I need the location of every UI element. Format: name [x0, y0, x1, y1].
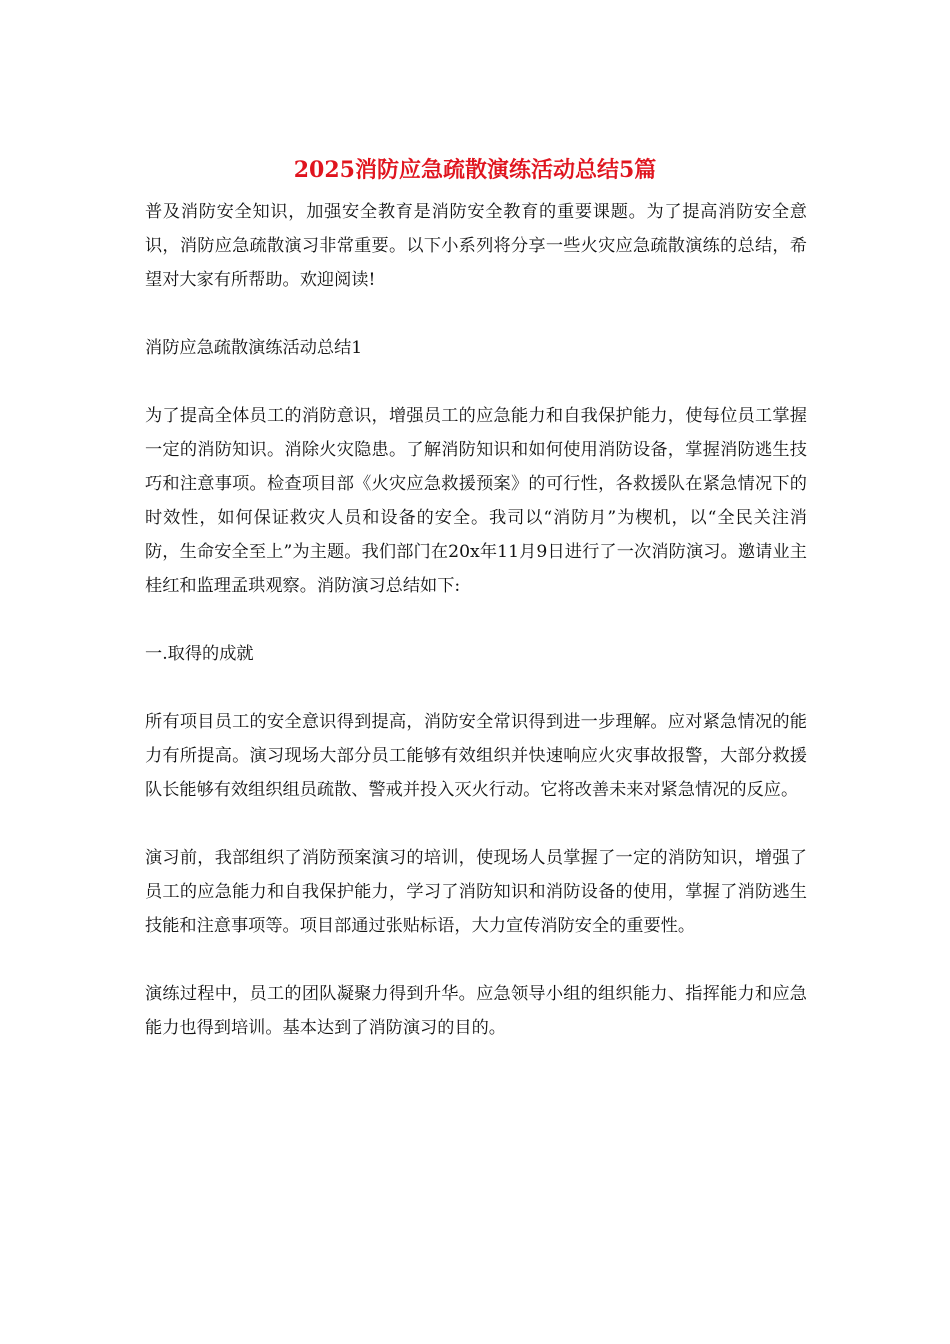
body-paragraph: 演练过程中，员工的团队凝聚力得到升华。应急领导小组的组织能力、指挥能力和应急能力也得到培训。基本达到了消防演习的目的。: [145, 984, 807, 1038]
body-paragraph: 所有项目员工的安全意识得到提高，消防安全常识得到进一步理解。应对紧急情况的能力有所提高。演习现场大部分员工能够有效组织并快速响应火灾事故报警，大部分救援队长能够有效组织组员疏散、警戒并投入灭火行动。它将改善未来对紧急情况的反应。: [145, 712, 807, 800]
body-paragraph: 为了提高全体员工的消防意识，增强员工的应急能力和自我保护能力，使每位员工掌握一定的消防知识。消除火灾隐患。了解消防知识和如何使用消防设备，掌握消防逃生技巧和注意事项。检查项目部《火灾应急救援预案》的可行性，各救援队在紧急情况下的时效性，如何保证救灾人员和设备的安全。我司以“消防月”为楔机，以“全民关注消防，生命安全至上”为主题。我们部门在20x年11月9日进行了一次消防演习。邀请业主桂红和监理孟珙观察。消防演习总结如下:: [145, 406, 807, 596]
subsection-heading: 一.取得的成就: [145, 644, 254, 664]
document-body: [145, 195, 807, 1045]
intro-paragraph: 普及消防安全知识，加强安全教育是消防安全教育的重要课题。为了提高消防安全意识，消防应急疏散演习非常重要。以下小系列将分享一些火灾应急疏散演练的总结，希望对大家有所帮助。欢迎阅读!: [145, 202, 807, 290]
section-heading: 消防应急疏散演练活动总结1: [145, 338, 363, 358]
body-paragraph: 演习前，我部组织了消防预案演习的培训，使现场人员掌握了一定的消防知识，增强了员工的应急能力和自我保护能力，学习了消防知识和消防设备的使用，掌握了消防逃生技能和注意事项等。项目部通过张贴标语，大力宣传消防安全的重要性。: [145, 848, 807, 936]
document-title: 2025消防应急疏散演练活动总结5篇: [293, 157, 657, 183]
